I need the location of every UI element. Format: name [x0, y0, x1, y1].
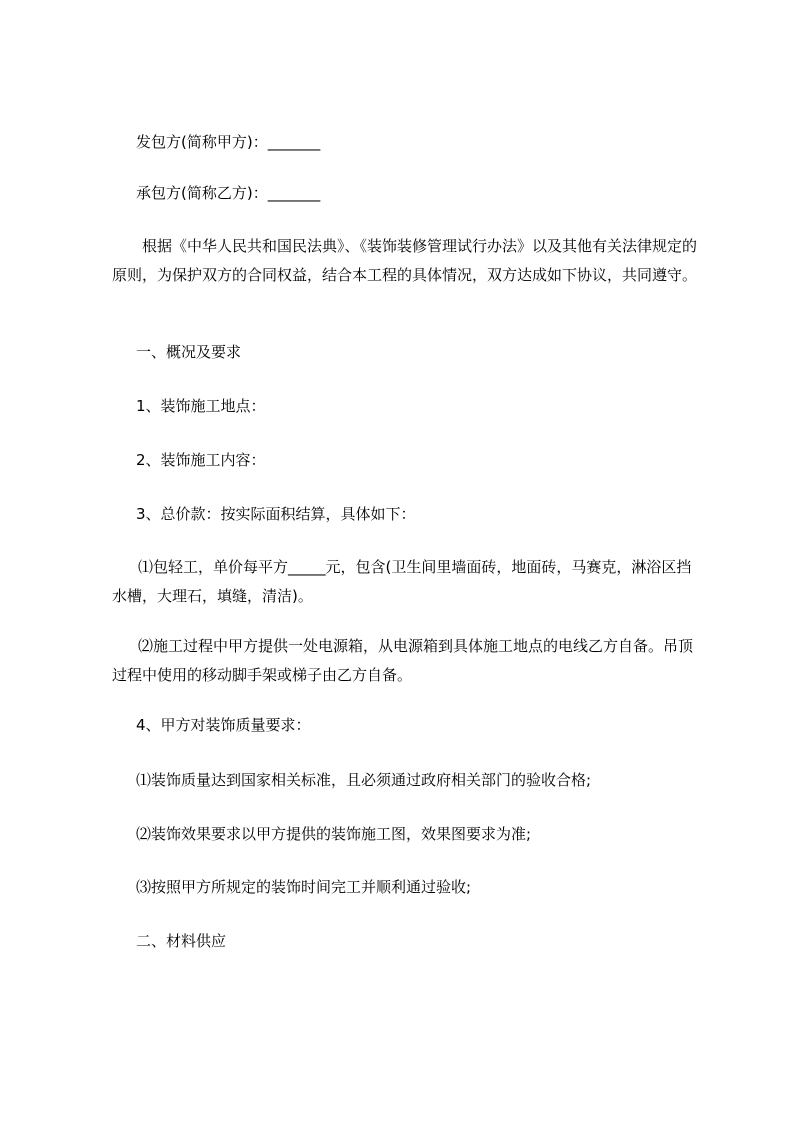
party-a-line: 发包方(简称甲方)：_______: [136, 133, 321, 151]
preamble-paragraph: 根据《中华人民共和国民法典》、《装饰装修管理试行办法》以及其他有关法律规定的原则，为保护双方的合同权益，结合本工程的具体情况，双方达成如下协议，共同遵守。: [112, 237, 698, 284]
item-3-sub-1: ⑴包轻工，单价每平方_____元，包含(卫生间里墙面砖，地面砖，马赛克，淋浴区挡水槽，大理石，填缝，清洁)。: [112, 558, 692, 605]
item-4-sub-3: ⑶按照甲方所规定的装饰时间完工并顺利通过验收;: [136, 878, 472, 896]
item-4-sub-1: ⑴装饰质量达到国家相关标准，且必须通过政府相关部门的验收合格;: [136, 771, 592, 789]
item-4-sub-2: ⑵装饰效果要求以甲方提供的装饰施工图，效果图要求为准;: [136, 825, 532, 843]
section-2-title: 二、材料供应: [136, 932, 227, 950]
item-4: 4、甲方对装饰质量要求：: [136, 716, 311, 734]
item-1: 1、装饰施工地点：: [136, 397, 266, 415]
item-2: 2、装饰施工内容：: [136, 451, 266, 469]
party-b-line: 承包方(简称乙方)：_______: [136, 184, 321, 202]
section-1-title: 一、概况及要求: [136, 343, 242, 361]
item-3: 3、总价款：按实际面积结算，具体如下：: [136, 505, 416, 523]
item-3-sub-2: ⑵施工过程中甲方提供一处电源箱，从电源箱到具体施工地点的电线乙方自备。吊顶过程中使用的移动脚手架或梯子由乙方自备。: [112, 637, 694, 684]
